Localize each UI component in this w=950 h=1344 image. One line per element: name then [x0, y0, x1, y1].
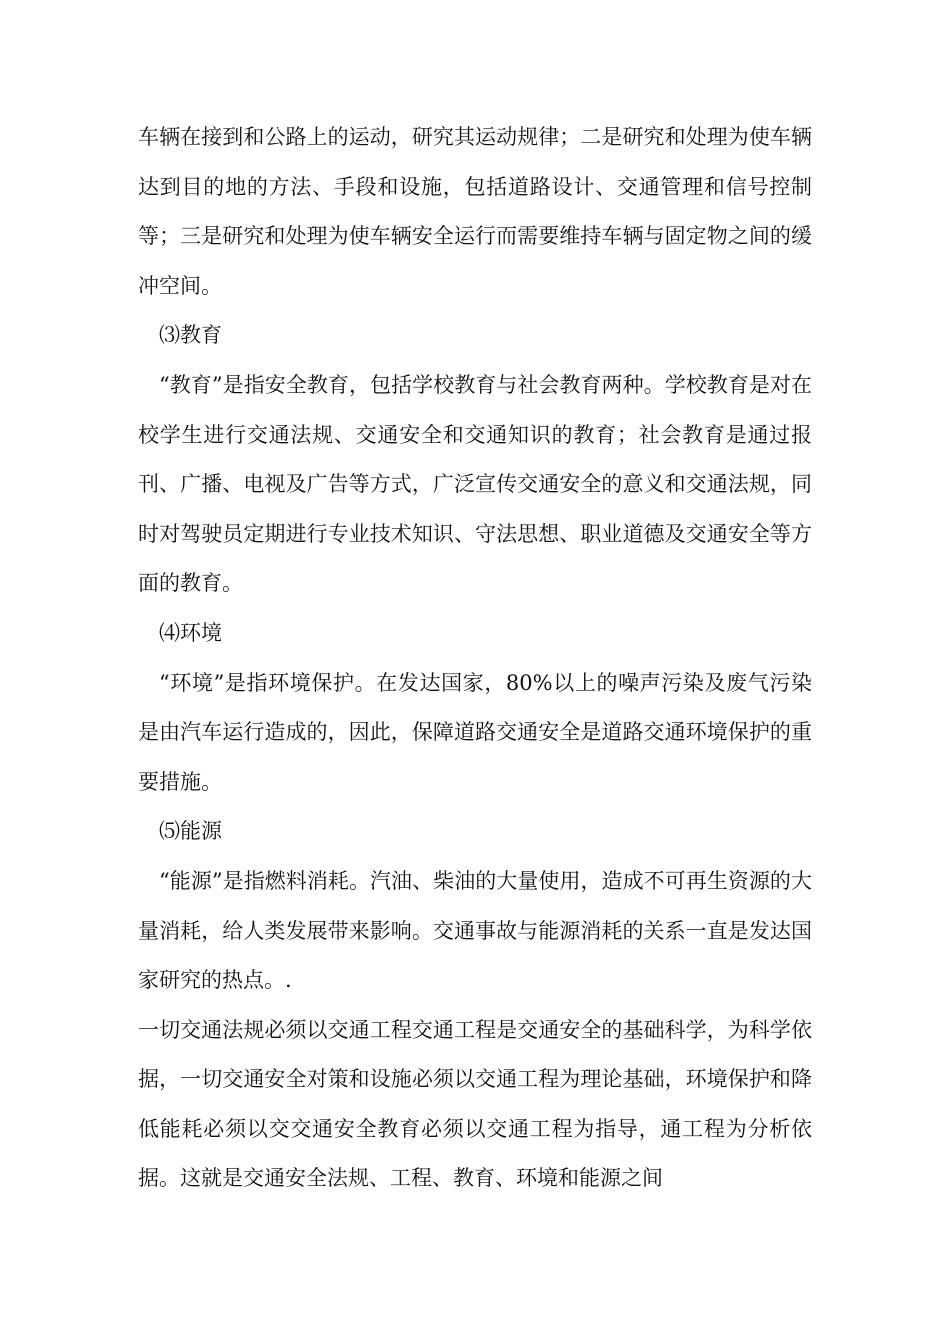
paragraph-conclusion: 一切交通法规必须以交通工程交通工程是交通安全的基础科学，为科学依据，一切交通安全对策和设施必须以交通工程为理论基础，环境保护和降低能耗必须以交交通安全教育必须以交通工程为指导，通工程为分析依据。这就是交通安全法规、工程、教育、环境和能源之间 [138, 1017, 812, 1191]
section-heading-environment: ⑷环境 [159, 620, 222, 645]
paragraph-education: “教育”是指安全教育，包括学校教育与社会教育两种。学校教育是对在校学生进行交通法规、交通安全和交通知识的教育；社会教育是通过报刊、广播、电视及广告等方式，广泛宣传交通安全的意义和交通法规，同时对驾驶员定期进行专业技术知识、守法思想、职业道德及交通安全等方面的教育。 [138, 372, 812, 596]
paragraph-environment: “环境”是指环境保护。在发达国家，80%以上的噪声污染及废气污染是由汽车运行造成的，因此，保障道路交通安全是道路交通环境保护的重要措施。 [138, 670, 812, 794]
paragraph-energy: “能源”是指燃料消耗。汽油、柴油的大量使用，造成不可再生资源的大量消耗，给人类发展带来影响。交通事故与能源消耗的关系一直是发达国家研究的热点。. [138, 868, 812, 993]
section-heading-education: ⑶教育 [159, 323, 222, 348]
section-heading-energy: ⑸能源 [159, 819, 222, 844]
document-page [138, 113, 812, 1204]
paragraph-engineering-continued: 车辆在接到和公路上的运动，研究其运动规律；二是研究和处理为使车辆达到目的地的方法、手段和设施，包括道路设计、交通管理和信号控制等；三是研究和处理为使车辆安全运行而需要维持车辆与固定物之间的缓冲空间。 [138, 125, 812, 298]
